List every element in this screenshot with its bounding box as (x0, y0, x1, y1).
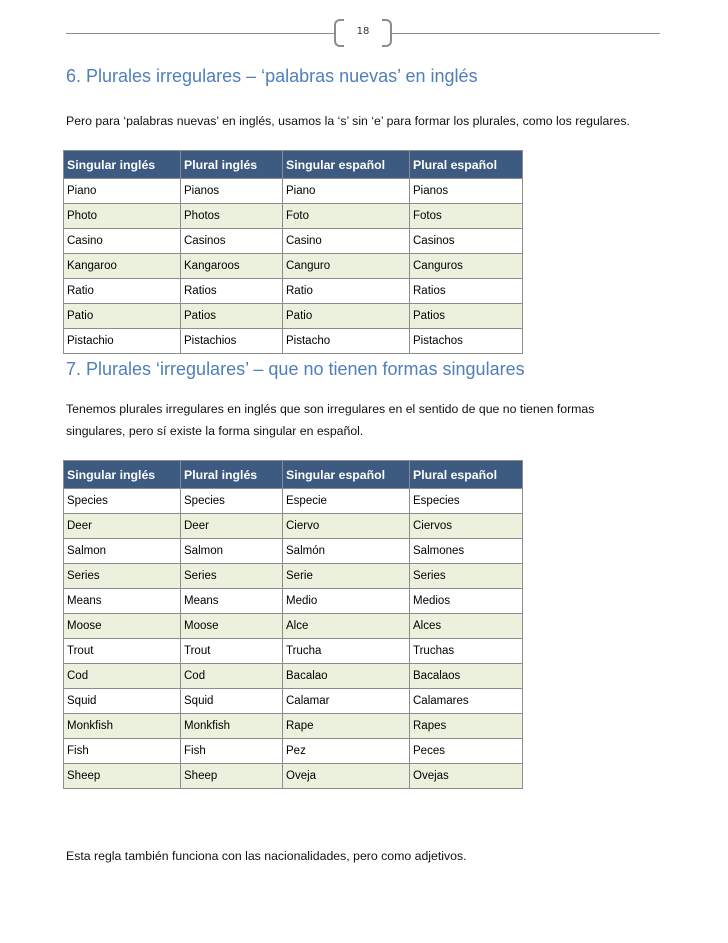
table-cell: Casino (64, 229, 181, 254)
table-row (64, 514, 523, 539)
column-header: Plural inglés (181, 151, 283, 179)
table-row (64, 614, 523, 639)
table-cell: Calamares (410, 689, 523, 714)
table-cell: Pistachios (181, 329, 283, 354)
column-header: Singular inglés (64, 461, 181, 489)
table-cell: Kangaroos (181, 254, 283, 279)
column-header: Plural español (410, 151, 523, 179)
table-cell: Medios (410, 589, 523, 614)
table-cell: Foto (283, 204, 410, 229)
table-cell: Deer (181, 514, 283, 539)
table-cell: Sheep (64, 764, 181, 789)
table-cell: Species (64, 489, 181, 514)
table-row (64, 689, 523, 714)
table-cell: Pistachio (64, 329, 181, 354)
table-cell: Patio (283, 304, 410, 329)
table-cell: Rape (283, 714, 410, 739)
section-7-intro-line-2: singulares, pero sí existe la forma singular en español. (66, 424, 364, 438)
table-cell: Monkfish (64, 714, 181, 739)
plurals-table-no-singular (63, 460, 523, 789)
header-rule-right (392, 33, 660, 34)
table-cell: Series (181, 564, 283, 589)
table-cell: Trucha (283, 639, 410, 664)
table-cell: Pistachos (410, 329, 523, 354)
table-row (64, 539, 523, 564)
table-row (64, 229, 523, 254)
table-cell: Trout (64, 639, 181, 664)
table-cell: Salmon (181, 539, 283, 564)
table-cell: Patios (181, 304, 283, 329)
table-cell: Means (181, 589, 283, 614)
column-header: Singular español (283, 151, 410, 179)
table-cell: Kangaroo (64, 254, 181, 279)
page-number: 18 (356, 26, 370, 37)
table-cell: Patios (410, 304, 523, 329)
table-cell: Pianos (181, 179, 283, 204)
table-cell: Piano (64, 179, 181, 204)
table-row (64, 589, 523, 614)
table-row (64, 764, 523, 789)
table-cell: Photo (64, 204, 181, 229)
table-header-row (64, 461, 523, 489)
table-cell: Squid (64, 689, 181, 714)
table-cell: Rapes (410, 714, 523, 739)
table-cell: Oveja (283, 764, 410, 789)
table-cell: Trout (181, 639, 283, 664)
table-row (64, 279, 523, 304)
table-cell: Casinos (410, 229, 523, 254)
table-header-row (64, 151, 523, 179)
section-7-intro-line-1: Tenemos plurales irregulares en inglés que son irregulares en el sentido de que no tienen formas (66, 402, 595, 416)
table-cell: Medio (283, 589, 410, 614)
table-cell: Calamar (283, 689, 410, 714)
page-header (0, 0, 728, 60)
column-header: Plural inglés (181, 461, 283, 489)
table-cell: Photos (181, 204, 283, 229)
table-cell: Series (64, 564, 181, 589)
table-cell: Alce (283, 614, 410, 639)
table-cell: Piano (283, 179, 410, 204)
table-cell: Salmón (283, 539, 410, 564)
table-cell: Ciervo (283, 514, 410, 539)
table-row (64, 179, 523, 204)
table-cell: Ratios (410, 279, 523, 304)
table-cell: Especie (283, 489, 410, 514)
section-6-intro: Pero para ‘palabras nuevas’ en inglés, usamos la ‘s’ sin ‘e’ para formar los plurales, como los regulares. (66, 114, 630, 128)
table-cell: Pianos (410, 179, 523, 204)
table-row (64, 714, 523, 739)
table-cell: Sheep (181, 764, 283, 789)
table-cell: Truchas (410, 639, 523, 664)
table-cell: Species (181, 489, 283, 514)
section-6-heading: 6. Plurales irregulares – ‘palabras nuevas’ en inglés (66, 66, 478, 86)
table-cell: Bacalao (283, 664, 410, 689)
table-cell: Ratios (181, 279, 283, 304)
table-row (64, 739, 523, 764)
column-header: Plural español (410, 461, 523, 489)
table-cell: Cod (64, 664, 181, 689)
table-cell: Fish (64, 739, 181, 764)
table-cell: Moose (181, 614, 283, 639)
table-row (64, 489, 523, 514)
table-cell: Bacalaos (410, 664, 523, 689)
table-row (64, 254, 523, 279)
table-cell: Salmones (410, 539, 523, 564)
table-cell: Ratio (64, 279, 181, 304)
table-cell: Squid (181, 689, 283, 714)
table-cell: Canguros (410, 254, 523, 279)
table-row (64, 664, 523, 689)
table-row (64, 564, 523, 589)
table-cell: Especies (410, 489, 523, 514)
section-7-heading: 7. Plurales ‘irregulares’ – que no tienen formas singulares (66, 359, 525, 379)
table-cell: Monkfish (181, 714, 283, 739)
table-cell: Pez (283, 739, 410, 764)
table-cell: Means (64, 589, 181, 614)
table-cell: Patio (64, 304, 181, 329)
left-bracket-decoration (334, 19, 344, 47)
table-cell: Ciervos (410, 514, 523, 539)
footer-note: Esta regla también funciona con las nacionalidades, pero como adjetivos. (66, 849, 467, 863)
table-cell: Salmon (64, 539, 181, 564)
table-row (64, 329, 523, 354)
right-bracket-decoration (382, 19, 392, 47)
table-row (64, 204, 523, 229)
table-cell: Series (410, 564, 523, 589)
column-header: Singular español (283, 461, 410, 489)
table-cell: Cod (181, 664, 283, 689)
table-cell: Alces (410, 614, 523, 639)
table-cell: Fish (181, 739, 283, 764)
table-cell: Casino (283, 229, 410, 254)
table-cell: Serie (283, 564, 410, 589)
column-header: Singular inglés (64, 151, 181, 179)
table-cell: Ratio (283, 279, 410, 304)
plurals-table-new-words (63, 150, 523, 354)
table-cell: Deer (64, 514, 181, 539)
table-cell: Moose (64, 614, 181, 639)
table-cell: Ovejas (410, 764, 523, 789)
table-row (64, 304, 523, 329)
table-cell: Peces (410, 739, 523, 764)
table-row (64, 639, 523, 664)
table-cell: Canguro (283, 254, 410, 279)
table-cell: Pistacho (283, 329, 410, 354)
table-cell: Fotos (410, 204, 523, 229)
table-cell: Casinos (181, 229, 283, 254)
header-rule-left (66, 33, 334, 34)
